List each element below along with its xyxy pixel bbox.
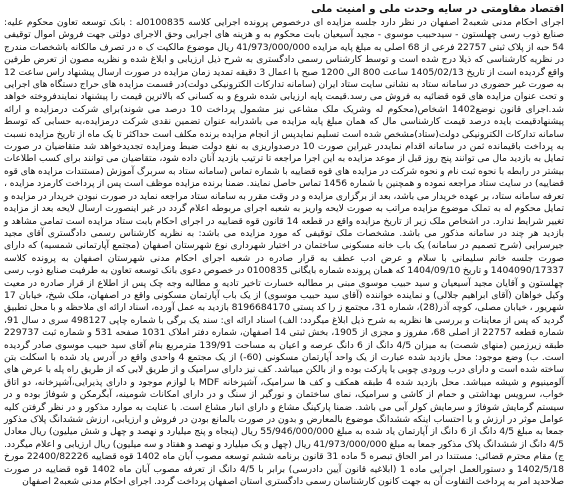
notice-body: اجرای احکام مدنی شعبه2 اصفهان در نظر دارد جلسه مزایده ای درخصوص پرونده اجرایی کلاسه 0100835له : بانک توسعه تعاون محکوم علیه: صنایع ذوب رسی چهلستون - سیدحبیب موسوی - مجید آسیعیان بابت محکوم به و هزینه های اجرایی وحق الاجرای دولتی جهت فروش اموال توقیفی 54 حبه از پلاک ثبتی 22757 فرعی از 68 اصلی به مبلغ پایه مزایده 41/973/000/000 ریال موضوع مالکیت ک ه در تصرف مالکانه باشخصات مندرج در نظریه کارشناسی که ذیلا درج شده است و توسط کارشناس رسمی دادگستری به شرح ذیل ارزیابی و ابلاغ شده و نظریه مصون از تعرض طرفین واقع گردیده است از تاریخ 1405/02/13 ساعت 800 الی 1200 صبح با اعمال 3 دقیقه تمدید زمان مزایده در صورت ارسال پیشنهاد راس ساعت 12 به صورت غیر حضوری در سامانه ستاد به نشانی سایت ستاد ایران (سامانه تداركات الكترونیكی دولت)در قسمت مزایده های حراج دستگاه های اجرایی و تحت عنوان مزایده های قوه قضائیه به فروش می رسد.قیمت پایه ارزیابی شده شروع و به کسانی که بالاترین قیمت را پیشنهاد نمایندفروخته خواهد شد.اجرای قانون نوضع1402 اشخاص(محکوم له وشریک ملک مشاعی نیز مشمول پرداخت 10 درصد می شوند)برای شرکت درمزایده و ارائه پیشنهادقیمت بایده درصد قیمت کارشناسی مال که همان مبلغ پایه مزایده می باشدرابه عنوان تضمین نقدی شرکت درمزایده،به حسابی که توسط سامانه تداركات الکترونیکی دولت(ستاد)مشخص شده است تسلیم نمایدپس از انجام مزایده برنده مکلف است حداکثر تا یک ماه از تاریخ مزایده نسبت به پرداخت باقیمانده ثمن در سامانه اقدام نمایددر غیراین صورت 10 درصدواریزی به نفع دولت ضبط ومزایده تجدیدخواهد شد متقاضیان در صورت تمایل به بازدید مال می توانند پنج روز قبل از موعد مزایده به این اجرا مراجعه تا ترتیب بازدید آنان داده شود، متقاضیان می توانند برای کسب اطلاعات بیشتر در رابطه با نحوه ثبت نام و نحوه شرکت در مزایده های قوه قضاییه با شماره تماس (سامانه ستاد به سربرگ آموزش (مستندات مزایده های قوه قضاییه) در سایت ستاد مراجعه نموده و همچنین با شماره 1456 تماس حاصل نمایند. ضمنا برنده مزایده موظف است پس از پرداخت کارمزد مزایده ، تعرفه سامانه ستاد، بر عهده خریدار می باشد، بعد از برگزاری مزایده و در وقت مقرر به سامانه ستاد مراجعه نماید در صورت نبودن خریدار در مزایده و تمایل محکوم له به تملک موضوع مزایده مراتب به صورت لایحه واریز به شعبه اجرای مربوطه اعلام گردد در غیر اینصورت ارسال لایحه بعد از مزایده تغییر شرایط ندارد. در اشخاص ملک زیر از تاریخ مزایده واقع در قطعه 14 قانون قوه قضاییه در اجرای احکام بابت ستاد مزایده است تمامی مشاهد و بازدید هر چند در سامانه مذکور می باشد. مشخصات ملک توقیفی که مورد مزایده می باشد: به نظریه کارشناس رسمی دادگستری آقای مجید جیرسرایی (شرح تصمیم در سامانه) یک باب خانه مسکونی ساختمان در اختیار شهرداری نوع شهرستان اصفهان (مجتمع آپارتمانی شمسیه) که دارای صورت جلسه خانم سلیمانی با سلام و عرض ادب عطف به قرار صادره در شعبه اجرای احکام مدنی شهرستان اصفهان به پرونده کلاسه 1404090/17337 و تاریخ 1404/09/10 که همان پرونده شماره بایگانی 0100835 در خصوص دعوی بانک توسعه تعاون به طرفیت صنایع ذوب رسی چهلستون و آقایان مجید آسیعیان و سید حبیب موسوی مبنی بر مطالبه خسارت تاخیر تادیه و مطالبه وجه چک پس از اطلاع از قرار صادره در معیت وکیل خواهان (آقای ابراهیم جلالی) و نماینده خواننده (آقای سید حبیب موسوی) از یک باب آپارتمان مسکونی واقع در اصفهان، ملک شیخ، خیابان 17 شهریور ، خیابان مصلی، کوچه آذر(28)، شماره 31، مجتمع ز را کد پستی 8196684170 بازدید به عمل آورده، اسناد ارائه ای ملاحظه و با محل تطبیق گردید که پس از معاینات و بررسی ها نظریه به شرح ذیل ابلاغ میگردد: الف) اسناد ارائه ای: سند یک برگی با شماره چاپی 498127 سری د سال 91، شماره قطعه 22757 از اصلی 68، مفروز و مجزی از 1905، بخش ثبتی 14 اصفهان، شماره دفتر املاک 1031 صفحه 531 و شماره ثبت 229737 طبقه زیرزمین (منهای شصت) به میزان 4/5 دانگ از 6 دانگ عرصه و اعیان به مساحت 139/91 مترمربع بنام آقای سید حبیب موسوی صادر گردیده است. ب) وضع موجود: محل بازدید شده عبارت از یک واحد آپارتمان مسکونی (60-) از یک مجتمع 4 واحدی واقع در آدرس یاد شده با اسکلت بتن ساخته شده است و دارای درب ورودی چوبی یا پارکت بوده و از بالکن میباشد. کف نیز دارای سرامیک و از طریق لابی که از طریق راه پله با عرض های آلومینیوم و شیشه میباشد. محل بازدید شده 4 طبقه همکف و کف ها سرامیک، آشپزخانه MDF با لوازم موجود و دارای پذیرایی،آشپزخانه، دو اتاق خواب، سرویس بهداشتی و حمام از کاشی و سرامیک، نمای ساختمان و نورگیر از سنگ و در دارای امکانات شومینه، آبگرمکن و شوفاژ بوده و در سیستم گرمایش شوفاژ و سرمایش کولر آبی می باشد. ضمنا پارکینگ مشاع و دارای انبار مشاع است. با عنایت به موارد مذکور و در نظر گرفتن کلیه عوامل موثر در ارزش و با احتساب اینکه ششدانگ موضوع بالمعارض و بدون در صورت بالمانع بودن در فروش و ارزیابی، ارزش ششدانگ پلاک مذکور جمعا به مبلغ 4/5 دانگ از 6 دانگ از آپارتمان یاد شده به مبلغ 55/946/000/000 ریال (پنجاه و پنج میلیارد و نهصد و چهل و شش میلیون) ریال معادل 4/5 دانگ از ششدانگ پلاک مذکور جمعا به مبلغ 41/973/000/000 ریال (چهل و یک میلیارد و نهصد و هفتاد و سه میلیون) ریال ارزیابی و اعلام میگردد. ج) مقام محترم قضائی: مستندا در امر الحاق تبصره 5 ماده 31 قانون برنامه ششم توسعه مصوب آبان ماه 1402 قوه قضاییه 22400/82226 مورخ 1402/5/18 و دستورالعمل اجرایی ماده 1 (ابلاغیه قانون آیین دادرسی) برابر با 4/5 دانگ از تعرفه مصوب آبان ماه 1402 قوه قضاییه در صورت صلاحدید امر به پرداخت التفاوت آن به جهت کانون کارشناسان رسمی دادگستری استان اصفهان پرداخت گردد. اجرای احکام مدنی شعبه2 اصفهان	[4, 17, 565, 488]
notice-header: اقتصاد مقاومتی در سایه وحدت ملی و امنیت ملی	[311, 3, 564, 15]
